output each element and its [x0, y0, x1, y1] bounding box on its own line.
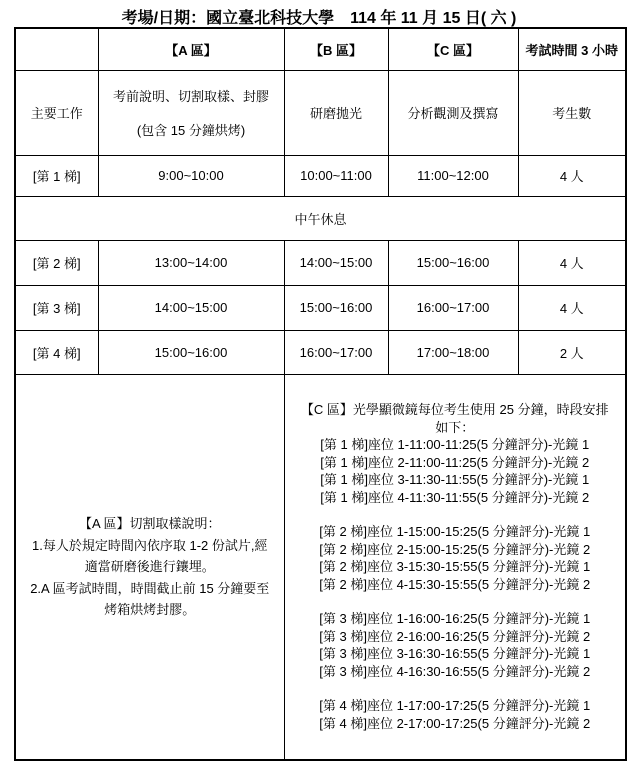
tier-2-zone-c-time: 15:00~16:00 [388, 240, 518, 285]
zone-a-note-line: 2.A 區考試時間，時間截止前 15 分鐘要至 [30, 580, 270, 596]
tier-3-zone-a-time: 14:00~15:00 [98, 285, 284, 330]
header-exam-time-cell: 考試時間 3 小時 [518, 28, 626, 70]
tier-3-zone-c-time: 16:00~17:00 [388, 285, 518, 330]
notes-row [15, 374, 626, 760]
zone-a-note-line: 1.每人於規定時間內依序取 1-2 份試片,經 [32, 537, 268, 553]
tier-3-zone-b-time: 15:00~16:00 [284, 285, 388, 330]
zone-c-schedule-line: [第 4 梯]座位 1-17:00-17:25(5 分鐘評分)-光鏡 1 [319, 698, 591, 714]
tier-1-label: [第 1 梯] [15, 155, 98, 196]
zone-c-schedule-line: [第 2 梯]座位 2-15:00-15:25(5 分鐘評分)-光鏡 2 [319, 541, 591, 557]
zone-c-note-tier-4-group [285, 697, 626, 732]
tier-4-zone-c-time: 17:00~18:00 [388, 330, 518, 374]
main-work-row [15, 70, 626, 155]
zone-c-schedule-line: [第 1 梯]座位 2-11:00-11:25(5 分鐘評分)-光鏡 2 [320, 454, 590, 470]
zone-c-schedule-line: [第 3 梯]座位 2-16:00-16:25(5 分鐘評分)-光鏡 2 [319, 628, 591, 644]
main-work-label: 主要工作 [15, 70, 98, 155]
tier-3-label: [第 3 梯] [15, 285, 98, 330]
tier-1-zone-b-time: 10:00~11:00 [284, 155, 388, 196]
zone-c-schedule-line: [第 1 梯]座位 3-11:30-11:55(5 分鐘評分)-光鏡 1 [320, 472, 590, 488]
zone-c-schedule-line: [第 2 梯]座位 4-15:30-15:55(5 分鐘評分)-光鏡 2 [319, 576, 591, 592]
zone-a-note [15, 374, 284, 760]
tier-3-count: 4 人 [518, 285, 626, 330]
zone-c-work-cell: 分析觀測及撰寫 [388, 70, 518, 155]
examinee-count-header-cell: 考生數 [518, 70, 626, 155]
zone-c-schedule-line: [第 3 梯]座位 4-16:30-16:55(5 分鐘評分)-光鏡 2 [319, 663, 591, 679]
header-row [15, 28, 626, 70]
header-zone-a-cell: 【A 區】 [98, 28, 284, 70]
tier-1-row [15, 155, 626, 196]
tier-2-zone-a-time: 13:00~14:00 [98, 240, 284, 285]
tier-4-zone-b-time: 16:00~17:00 [284, 330, 388, 374]
tier-2-count: 4 人 [518, 240, 626, 285]
exam-schedule-table [14, 27, 627, 761]
zone-c-schedule-line: [第 2 梯]座位 1-15:00-15:25(5 分鐘評分)-光鏡 1 [319, 524, 591, 540]
tier-1-zone-c-time: 11:00~12:00 [388, 155, 518, 196]
zone-c-schedule-line: [第 2 梯]座位 3-15:30-15:55(5 分鐘評分)-光鏡 1 [319, 559, 591, 575]
zone-c-schedule-line: [第 1 梯]座位 1-11:00-11:25(5 分鐘評分)-光鏡 1 [320, 437, 590, 453]
zone-a-note-line: 烤箱烘烤封膠。 [104, 602, 196, 617]
tier-4-label: [第 4 梯] [15, 330, 98, 374]
tier-4-zone-a-time: 15:00~16:00 [98, 330, 284, 374]
zone-c-schedule-line: [第 4 梯]座位 2-17:00-17:25(5 分鐘評分)-光鏡 2 [319, 715, 591, 731]
zone-c-note-tier-3-group [285, 610, 626, 680]
zone-b-work-cell: 研磨拋光 [284, 70, 388, 155]
zone-c-note [284, 374, 626, 760]
page-title: 考場/日期：國立臺北科技大學 114 年 11 月 15 日( 六 ) [121, 10, 517, 27]
zone-a-note-line: 適當研磨後進行鑲埋。 [84, 559, 215, 574]
zone-c-note-tier-2-group [285, 523, 626, 593]
zone-c-schedule-line: [第 3 梯]座位 1-16:00-16:25(5 分鐘評分)-光鏡 1 [319, 611, 591, 627]
lunch-break-row [15, 196, 626, 240]
zone-c-schedule-line: [第 3 梯]座位 3-16:30-16:55(5 分鐘評分)-光鏡 1 [319, 646, 591, 662]
tier-2-label: [第 2 梯] [15, 240, 98, 285]
zone-c-note-intro: 【C 區】光學顯微鏡每位考生使用 25 分鐘，時段安排 [300, 402, 609, 418]
tier-2-zone-b-time: 14:00~15:00 [284, 240, 388, 285]
header-zone-c-cell: 【C 區】 [388, 28, 518, 70]
zone-a-note-heading: 【A 區】切割取樣說明： [78, 516, 221, 531]
tier-1-zone-a-time: 9:00~10:00 [98, 155, 284, 196]
lunch-break-cell: 中午休息 [15, 196, 626, 240]
zone-a-work-line2: (包含 15 分鐘烘烤) [136, 123, 246, 138]
zone-a-work-cell [98, 70, 284, 155]
tier-4-row [15, 330, 626, 374]
zone-a-work-line1: 考前說明、切割取樣、封膠 [112, 89, 269, 104]
tier-4-count: 2 人 [518, 330, 626, 374]
header-zone-b-cell: 【B 區】 [284, 28, 388, 70]
tier-3-row [15, 285, 626, 330]
zone-c-note-intro: 如下： [435, 419, 475, 435]
header-empty-cell [15, 28, 98, 70]
zone-c-schedule-line: [第 1 梯]座位 4-11:30-11:55(5 分鐘評分)-光鏡 2 [320, 489, 590, 505]
zone-c-note-tier-1-group [285, 436, 626, 506]
tier-1-count: 4 人 [518, 155, 626, 196]
tier-2-row [15, 240, 626, 285]
